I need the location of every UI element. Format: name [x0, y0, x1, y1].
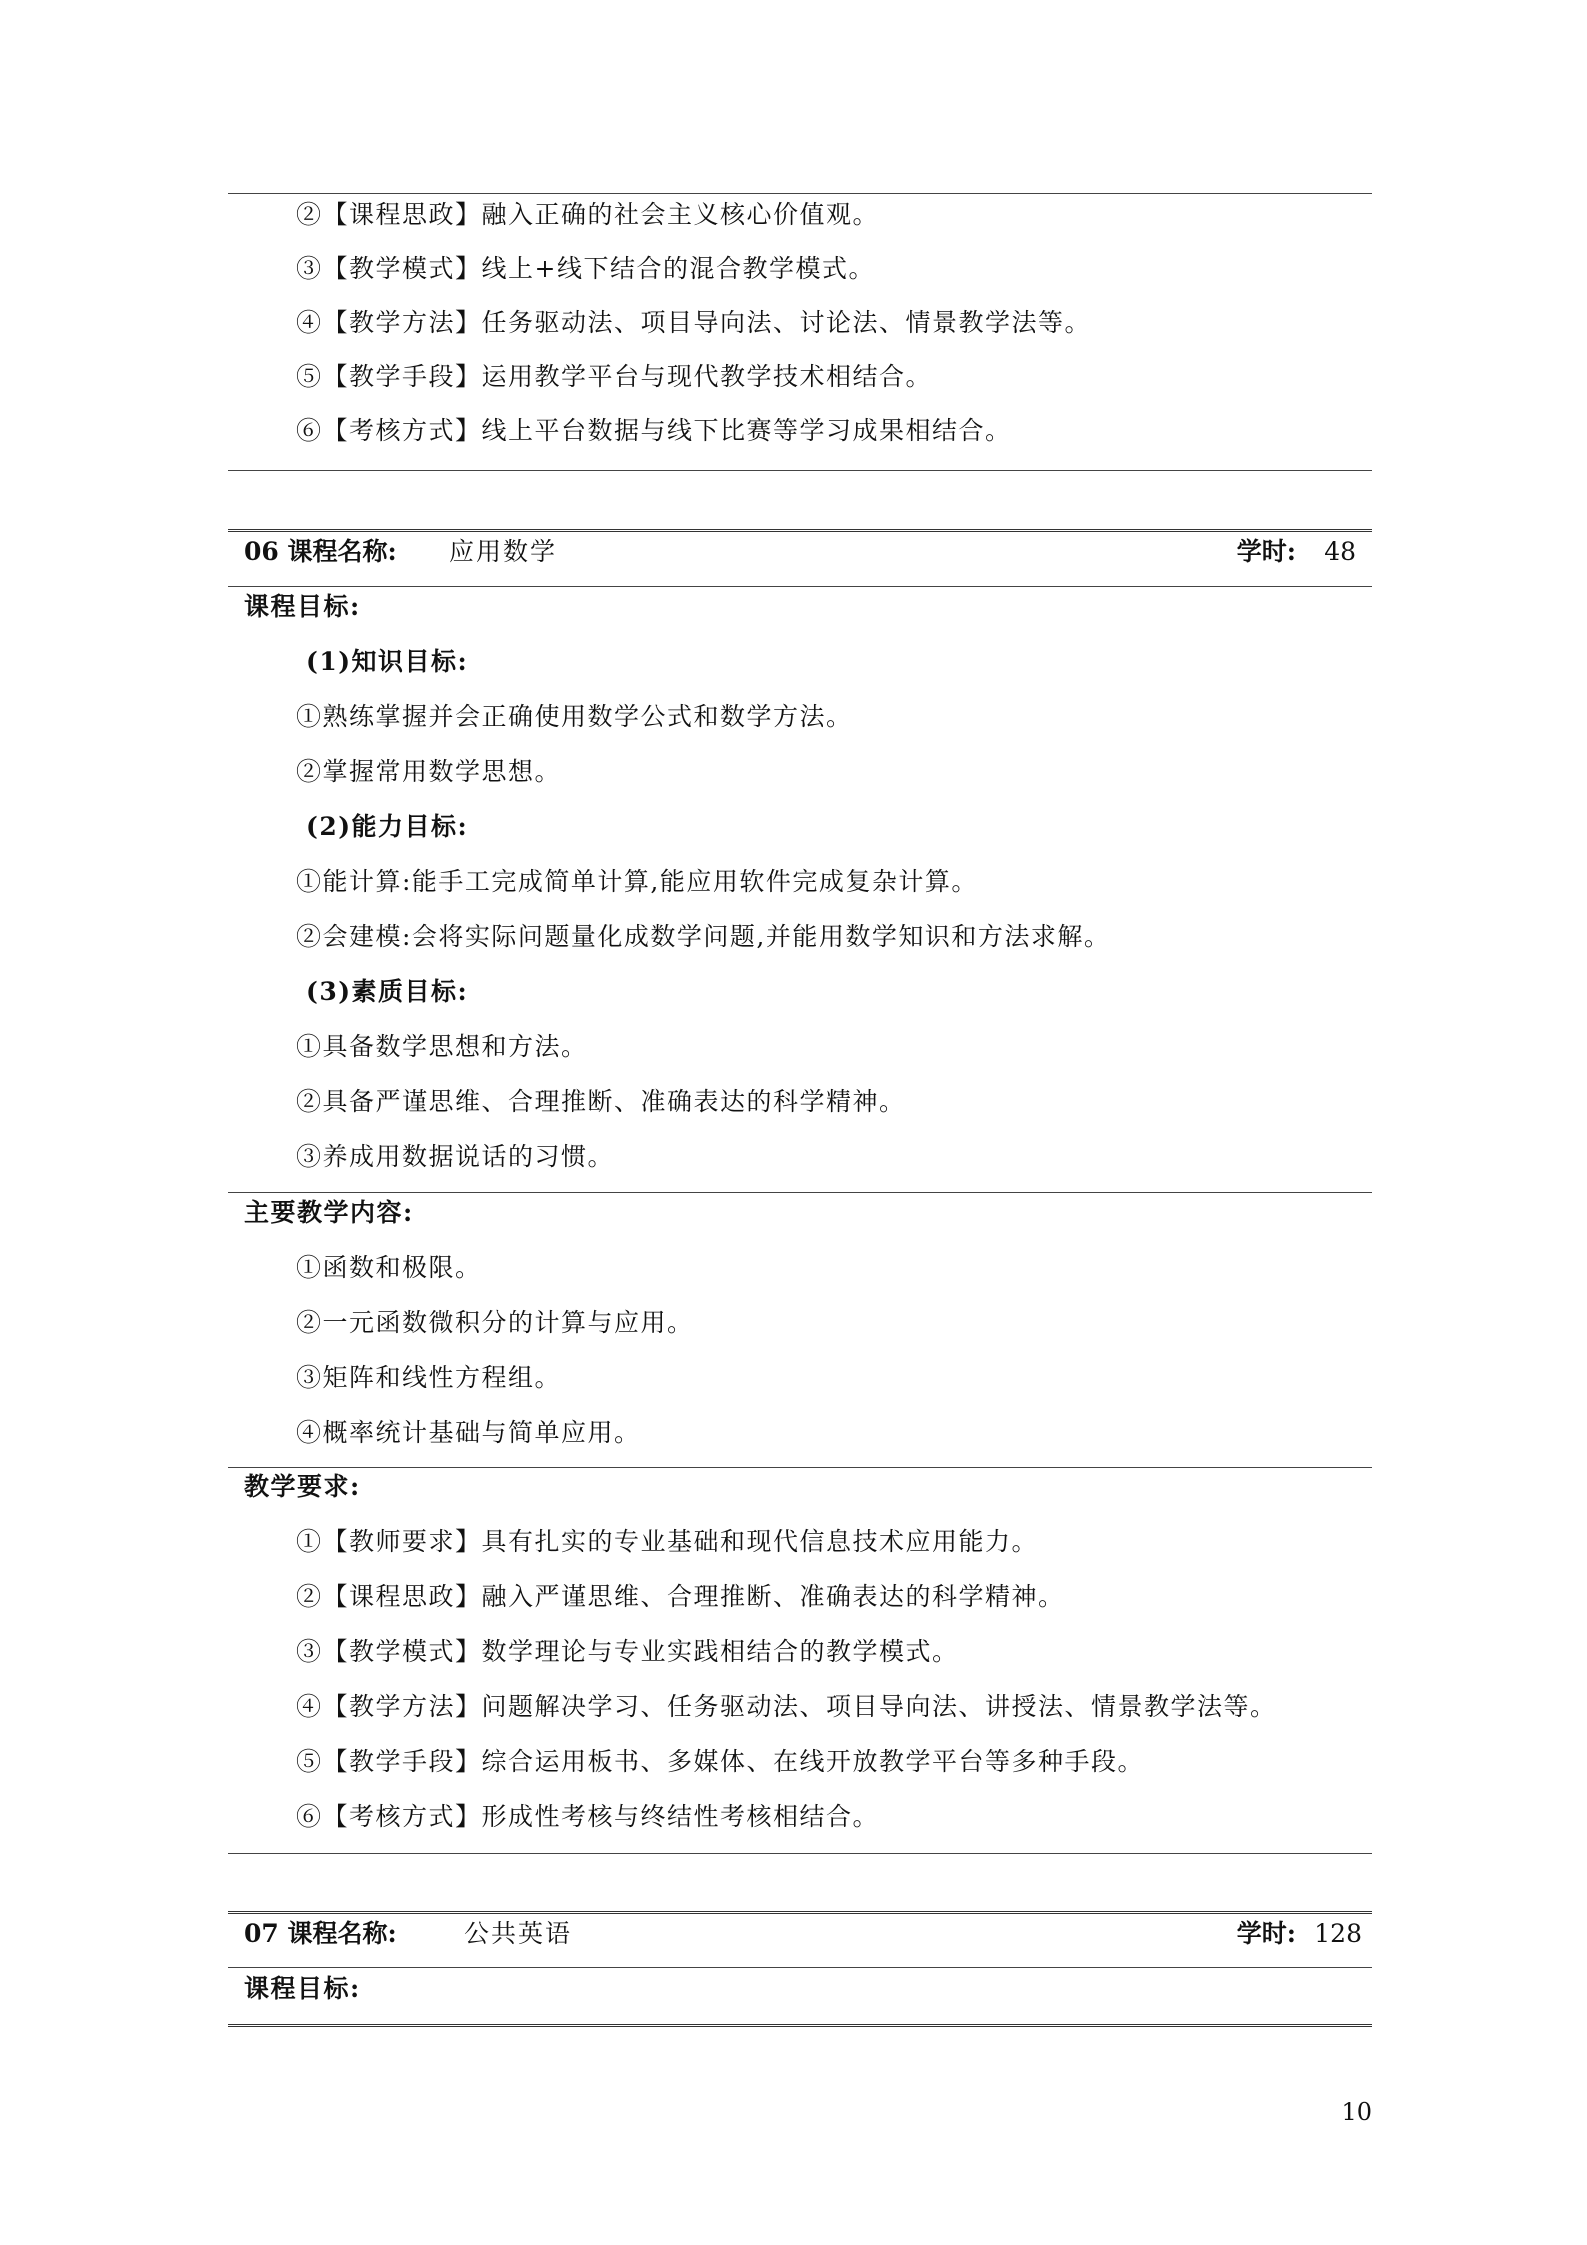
list-item: ③矩阵和线性方程组。: [296, 1363, 562, 1392]
course-code: 06 课程名称:: [244, 537, 397, 566]
quality-heading: (3)素质目标:: [306, 977, 469, 1006]
list-item: ③养成用数据说话的习惯。: [296, 1142, 615, 1171]
content-heading: 主要教学内容:: [244, 1198, 414, 1227]
section-top-rule: [228, 193, 1372, 194]
list-item: ②【课程思政】融入严谨思维、合理推断、准确表达的科学精神。: [296, 1582, 1065, 1611]
list-item: ⑤【教学手段】综合运用板书、多媒体、在线开放教学平台等多种手段。: [296, 1747, 1145, 1776]
list-item: ④【教学方法】任务驱动法、项目导向法、讨论法、情景教学法等。: [296, 308, 1092, 337]
hours-label: 学时:: [1236, 1919, 1296, 1948]
course-bottom-rule: [228, 2024, 1372, 2027]
content-divider: [228, 1192, 1372, 1193]
requirements-heading: 教学要求:: [244, 1472, 361, 1501]
list-item: ⑥【考核方式】形成性考核与终结性考核相结合。: [296, 1802, 880, 1831]
course-header-bottom-rule: [228, 586, 1372, 587]
course-bottom-rule: [228, 1853, 1372, 1854]
list-item: ③【教学模式】数学理论与专业实践相结合的教学模式。: [296, 1637, 959, 1666]
list-item: ①能计算:能手工完成简单计算,能应用软件完成复杂计算。: [296, 867, 978, 896]
list-item: ④概率统计基础与简单应用。: [296, 1418, 641, 1447]
list-item: ①具备数学思想和方法。: [296, 1032, 588, 1061]
list-item: ⑤【教学手段】运用教学平台与现代教学技术相结合。: [296, 362, 933, 391]
hours-value: 128: [1314, 1919, 1362, 1948]
section-bottom-rule: [228, 470, 1372, 471]
list-item: ①函数和极限。: [296, 1253, 482, 1282]
course-header-bottom-rule: [228, 1967, 1372, 1968]
list-item: ②【课程思政】融入正确的社会主义核心价值观。: [296, 200, 880, 229]
course-header-07: [244, 1914, 1362, 1954]
goals-heading: 课程目标:: [244, 592, 361, 621]
hours-value: 48: [1324, 537, 1356, 566]
ability-heading: (2)能力目标:: [306, 812, 469, 841]
knowledge-heading: (1)知识目标:: [306, 647, 469, 676]
list-item: ⑥【考核方式】线上平台数据与线下比赛等学习成果相结合。: [296, 416, 1012, 445]
list-item: ②会建模:会将实际问题量化成数学问题,并能用数学知识和方法求解。: [296, 922, 1111, 951]
list-item: ②具备严谨思维、合理推断、准确表达的科学精神。: [296, 1087, 906, 1116]
course-header-06: [244, 532, 1356, 572]
list-item: ②掌握常用数学思想。: [296, 757, 562, 786]
course-code: 07 课程名称:: [244, 1919, 397, 1948]
course-name: 公共英语: [464, 1919, 573, 1948]
page-number: 10: [1341, 2098, 1372, 2126]
list-item: ④【教学方法】问题解决学习、任务驱动法、项目导向法、讲授法、情景教学法等。: [296, 1692, 1277, 1721]
course-name: 应用数学: [449, 537, 558, 566]
list-item: ②一元函数微积分的计算与应用。: [296, 1308, 694, 1337]
hours-label: 学时:: [1236, 537, 1296, 566]
list-item: ③【教学模式】线上+线下结合的混合教学模式。: [296, 254, 875, 283]
list-item: ①熟练掌握并会正确使用数学公式和数学方法。: [296, 702, 853, 731]
list-item: ①【教师要求】具有扎实的专业基础和现代信息技术应用能力。: [296, 1527, 1039, 1556]
goals-heading: 课程目标:: [244, 1974, 361, 2003]
requirements-divider: [228, 1467, 1372, 1468]
